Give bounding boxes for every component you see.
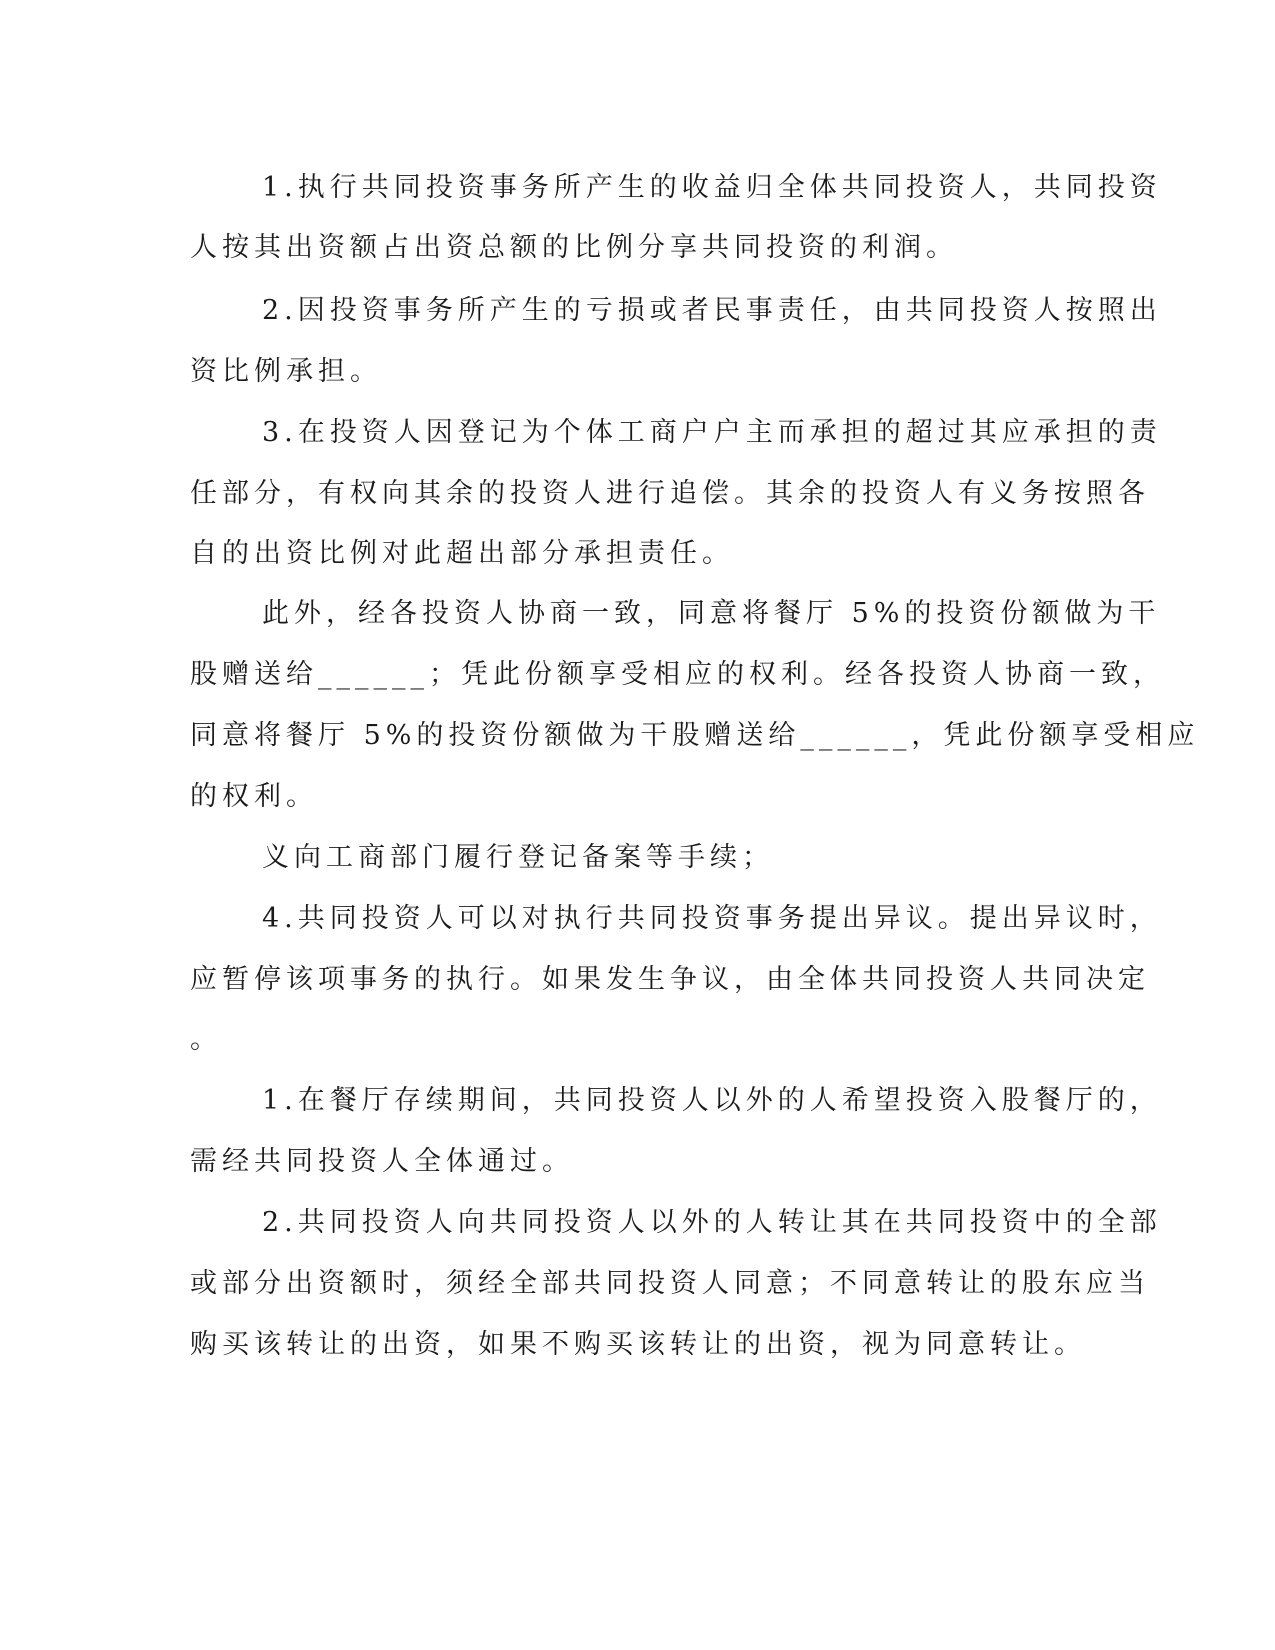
text-line: 应暂停该项事务的执行。如果发生争议，由全体共同投资人共同决定 — [190, 964, 1150, 995]
text-line: 资比例承担。 — [190, 356, 382, 387]
text-line: 股赠送给______；凭此份额享受相应的权利。经各投资人协商一致， — [190, 659, 1165, 690]
text-line: 任部分，有权向其余的投资人进行追偿。其余的投资人有义务按照各 — [190, 478, 1150, 509]
text-line: 或部分出资额时，须经全部共同投资人同意；不同意转让的股东应当 — [190, 1268, 1150, 1299]
text-line: 购买该转让的出资，如果不购买该转让的出资，视为同意转让。 — [190, 1329, 1086, 1360]
text-line: 1.执行共同投资事务所产生的收益归全体共同投资人，共同投资 — [262, 172, 1162, 203]
text-line: 此外，经各投资人协商一致，同意将餐厅 5%的投资份额做为干 — [262, 598, 1161, 629]
text-line: 人按其出资额占出资总额的比例分享共同投资的利润。 — [190, 232, 958, 263]
text-line: 义向工商部门履行登记备案等手续； — [262, 842, 774, 873]
text-line: 3.在投资人因登记为个体工商户户主而承担的超过其应承担的责 — [262, 417, 1162, 448]
text-line: 。 — [190, 1024, 222, 1055]
text-line: 4.共同投资人可以对执行共同投资事务提出异议。提出异议时， — [262, 903, 1162, 934]
text-line: 2.共同投资人向共同投资人以外的人转让其在共同投资中的全部 — [262, 1207, 1162, 1238]
text-line: 需经共同投资人全体通过。 — [190, 1146, 574, 1177]
text-line: 自的出资比例对此超出部分承担责任。 — [190, 538, 734, 569]
text-line: 同意将餐厅 5%的投资份额做为干股赠送给______，凭此份额享受相应 — [190, 720, 1200, 751]
text-line: 的权利。 — [190, 781, 318, 812]
text-line: 1.在餐厅存续期间，共同投资人以外的人希望投资入股餐厅的， — [262, 1085, 1162, 1116]
text-line: 2.因投资事务所产生的亏损或者民事责任，由共同投资人按照出 — [262, 295, 1162, 326]
